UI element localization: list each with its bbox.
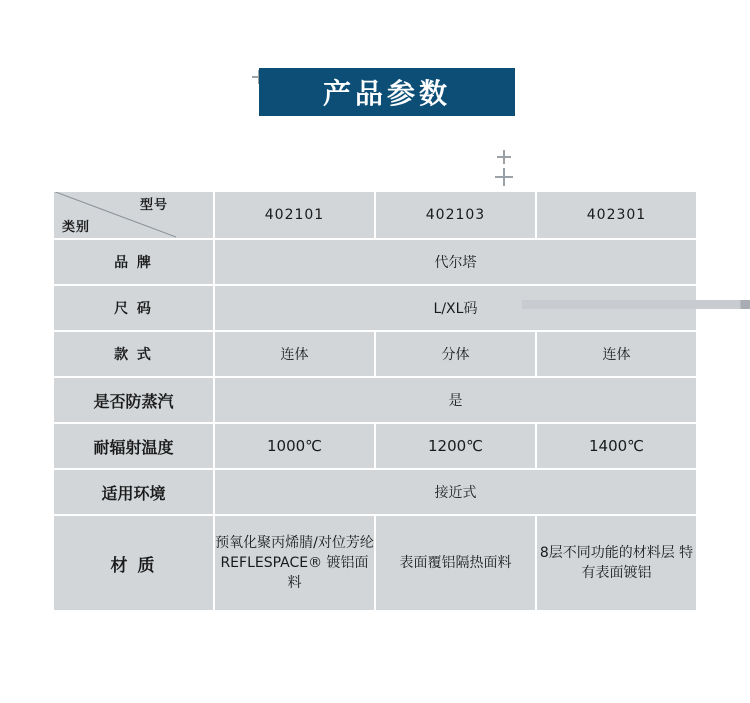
spec-table-wrapper	[52, 190, 698, 612]
title-banner	[259, 68, 515, 116]
row-value-environment: 接近式	[215, 470, 696, 514]
row-value-material-0: 预氧化聚丙烯腈/对位芳纶REFLESPACE® 镀铝面料	[215, 516, 374, 610]
table-row	[54, 470, 696, 514]
table-row	[54, 332, 696, 376]
table-header-row	[54, 192, 696, 238]
corner-category-label: 类别	[62, 220, 91, 235]
row-value-radiant-temp-2: 1400℃	[537, 424, 696, 468]
table-corner-cell	[54, 192, 213, 238]
row-value-material-1: 表面覆铝隔热面料	[376, 516, 535, 610]
column-header-1: 402103	[376, 192, 535, 238]
table-row	[54, 378, 696, 422]
crop-mark-bottom-right-icon	[495, 168, 513, 186]
row-label-environment: 适用环境	[54, 470, 213, 514]
row-value-style-1: 分体	[376, 332, 535, 376]
row-value-material-2: 8层不同功能的材料层 特有表面镀铝	[537, 516, 696, 610]
title-banner-area	[0, 60, 750, 130]
column-header-2: 402301	[537, 192, 696, 238]
row-label-material: 材 质	[54, 516, 213, 610]
column-header-0: 402101	[215, 192, 374, 238]
row-label-size: 尺 码	[54, 286, 213, 330]
table-row	[54, 240, 696, 284]
table-row	[54, 516, 696, 610]
row-value-radiant-temp-0: 1000℃	[215, 424, 374, 468]
row-value-steamproof: 是	[215, 378, 696, 422]
row-label-brand: 品 牌	[54, 240, 213, 284]
row-label-steamproof: 是否防蒸汽	[54, 378, 213, 422]
spec-table	[52, 190, 698, 612]
row-value-style-2: 连体	[537, 332, 696, 376]
page-title: 产品参数	[322, 77, 451, 110]
corner-model-label: 型号	[139, 198, 168, 213]
render-artifact-bar	[522, 300, 750, 309]
row-value-brand: 代尔塔	[215, 240, 696, 284]
crop-mark-top-right-icon	[497, 150, 511, 164]
row-value-size: L/XL码	[215, 286, 696, 330]
row-label-style: 款 式	[54, 332, 213, 376]
row-label-radiant-temp: 耐辐射温度	[54, 424, 213, 468]
row-value-style-0: 连体	[215, 332, 374, 376]
table-row	[54, 424, 696, 468]
row-value-radiant-temp-1: 1200℃	[376, 424, 535, 468]
